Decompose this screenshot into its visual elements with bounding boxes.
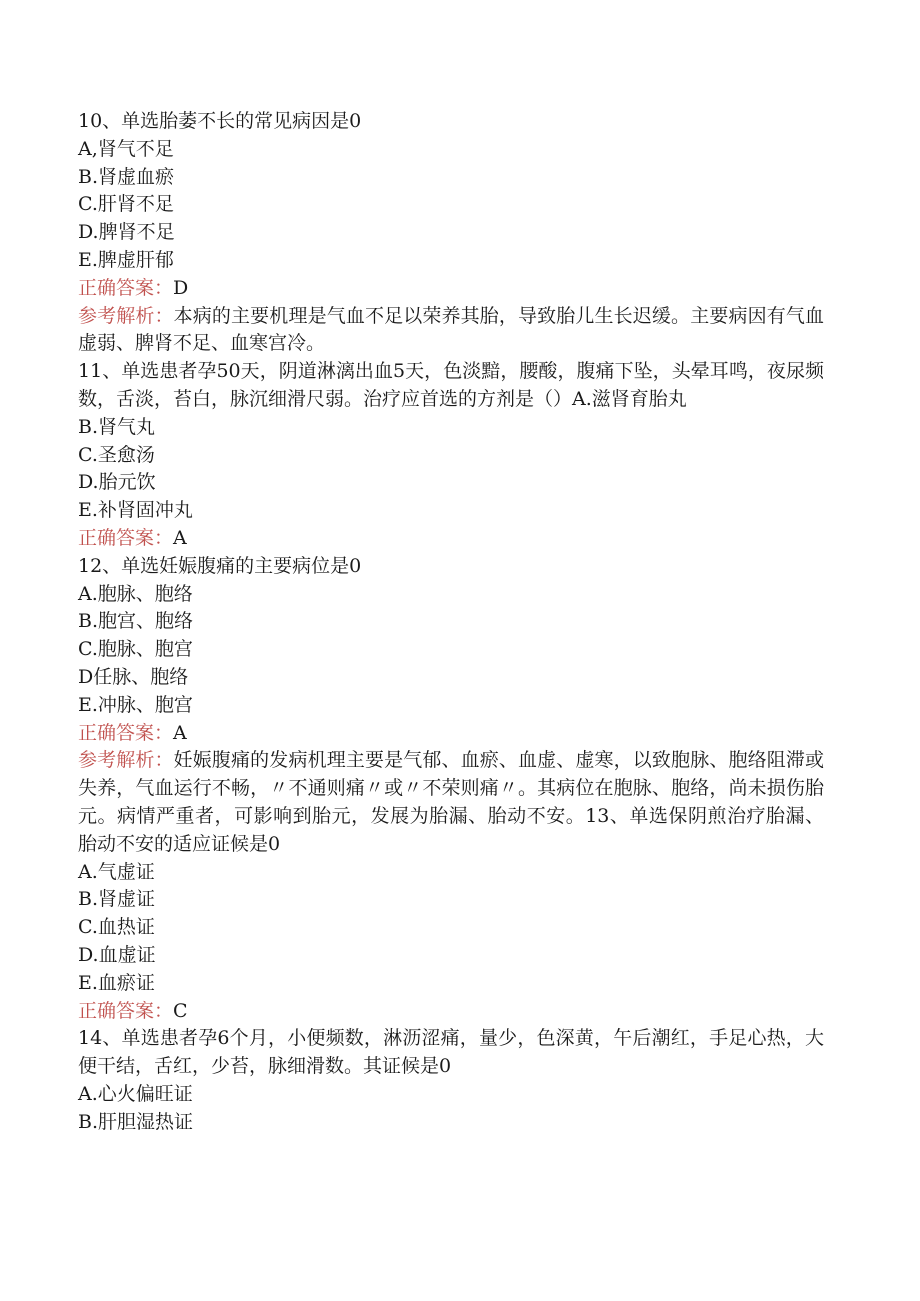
- question-10-option-b: B.肾虚血瘀: [78, 165, 175, 188]
- question-10-answer: [78, 275, 824, 303]
- answer-label: 正确答案：: [78, 721, 174, 744]
- question-10-option-d: D.脾肾不足: [78, 221, 175, 244]
- question-13-answer: [78, 998, 824, 1026]
- question-12-option-e: E.冲脉、胞宫: [78, 693, 193, 716]
- explanation-label: 参考解析：: [78, 749, 174, 772]
- question-10-option-c: C.肝肾不足: [78, 193, 174, 216]
- question-14-option-a: A.心火偏旺证: [78, 1082, 193, 1105]
- question-11-option-e: E.补肾固冲丸: [78, 499, 193, 522]
- question-12-explanation: [78, 747, 824, 858]
- question-13-option-b: B.肾虚证: [78, 888, 156, 911]
- answer-value: A: [173, 526, 187, 549]
- question-12-option-d: D任脉、胞络: [78, 665, 189, 688]
- question-10-option-a: A,肾气不足: [78, 137, 174, 160]
- question-13-option-d: D.血虚证: [78, 943, 156, 966]
- explanation-label: 参考解析：: [78, 304, 174, 327]
- question-12-option-c: C.胞脉、胞宫: [78, 638, 193, 661]
- question-13-option-a: A.气虚证: [78, 860, 155, 883]
- question-10-option-e: E.脾虚肝郁: [78, 248, 174, 271]
- question-12-option-b: B.胞宫、胞络: [78, 610, 194, 633]
- question-11-option-d: D.胎元饮: [78, 471, 156, 494]
- question-14-option-b: B.肝胆湿热证: [78, 1110, 194, 1133]
- document-page: [78, 108, 824, 1136]
- question-11-option-c: C.圣愈汤: [78, 443, 155, 466]
- answer-label: 正确答案：: [78, 526, 174, 549]
- question-13-option-e: E.血瘀证: [78, 971, 155, 994]
- question-11-answer: [78, 525, 824, 553]
- question-10-explanation: [78, 303, 824, 359]
- answer-value: A: [173, 721, 187, 744]
- explanation-text: 妊娠腹痛的发病机理主要是气郁、血瘀、血虚、虚寒，以致胞脉、胞络阻滞或失养，气血运行不畅，〃不通则痛〃或〃不荣则痛〃。其病位在胞脉、胞络，尚未损伤胎元。病情严重者，可影响到胎元，发展为胎漏、胎动不安。13、单选保阴煎治疗胎漏、胎动不安的适应证候是0: [78, 749, 824, 855]
- answer-label: 正确答案：: [78, 276, 174, 299]
- question-11-option-b: B.肾气丸: [78, 415, 156, 438]
- question-12-option-a: A.胞脉、胞络: [78, 582, 193, 605]
- question-12-stem: 12、单选妊娠腹痛的主要病位是0: [78, 554, 362, 577]
- question-10-stem: 10、单选胎萎不长的常见病因是0: [78, 110, 362, 132]
- answer-value: D: [173, 276, 189, 299]
- answer-value: C: [173, 999, 188, 1022]
- question-14-stem: 14、单选患者孕6个月，小便频数，淋沥涩痛，量少，色深黄，午后潮红，手足心热，大便干结，舌红，少苔，脉细滑数。其证候是0: [78, 1027, 824, 1078]
- answer-label: 正确答案：: [78, 999, 174, 1022]
- question-12-answer: [78, 720, 824, 748]
- explanation-text: 本病的主要机理是气血不足以荣养其胎，导致胎儿生长迟缓。主要病因有气血虚弱、脾肾不足、血寒宫冷。: [78, 304, 824, 355]
- question-13-option-c: C.血热证: [78, 916, 155, 939]
- question-11-stem: 11、单选患者孕50天，阴道淋漓出血5天，色淡黯，腰酸，腹痛下坠，头晕耳鸣，夜尿频数，舌淡，苔白，脉沉细滑尺弱。治疗应首选的方剂是（）A.滋肾育胎丸: [78, 360, 824, 410]
